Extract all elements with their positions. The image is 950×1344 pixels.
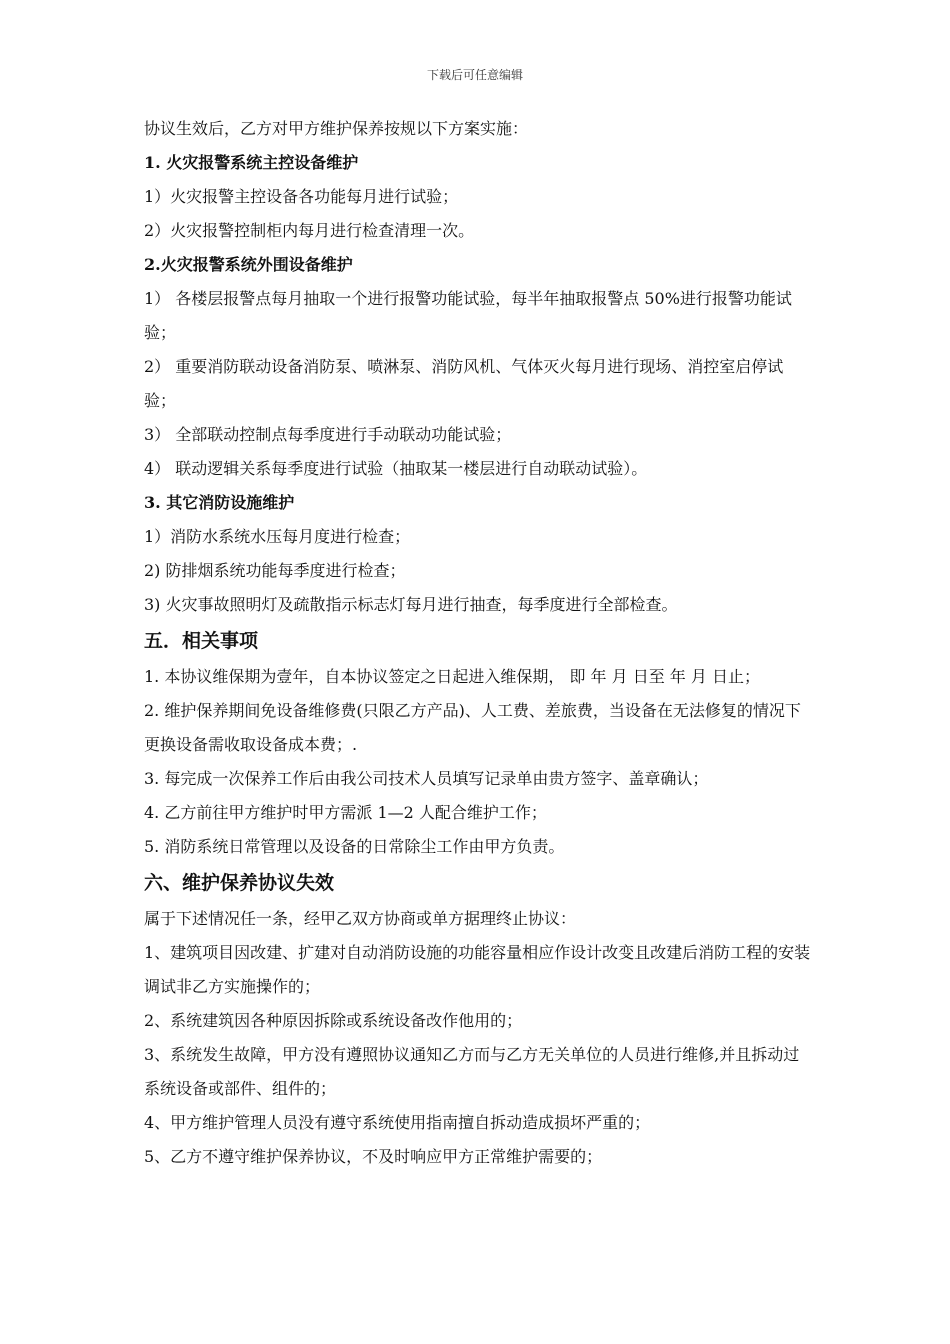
section-title-5: 五．相关事项 [144,630,259,652]
section-title-6: 六、维护保养协议失效 [144,872,335,894]
list-item: 1）消防水系统水压每月度进行检查； [144,527,411,546]
list-item: 5. 消防系统日常管理以及设备的日常除尘工作由甲方负责。 [144,837,565,856]
list-item: 4） 联动逻辑关系每季度进行试验（抽取某一楼层进行自动联动试验）。 [144,459,648,478]
list-item: 2）火灾报警控制柜内每月进行检查清理一次。 [144,221,475,240]
list-item: 2） 重要消防联动设备消防泵、喷淋泵、消防风机、气体灭火每月进行现场、消控室启停试验； [144,357,784,410]
list-item: 4. 乙方前往甲方维护时甲方需派 1—2 人配合维护工作； [144,803,547,822]
list-item: 2. 维护保养期间免设备维修费(只限乙方产品)、人工费、差旅费，当设备在无法修复的情况下更换设备需收取设备成本费；. [144,701,801,754]
list-item: 2、系统建筑因各种原因拆除或系统设备改作他用的； [144,1011,523,1030]
list-item: 3） 全部联动控制点每季度进行手动联动功能试验； [144,425,512,444]
list-item: 1、建筑项目因改建、扩建对自动消防设施的功能容量相应作设计改变且改建后消防工程的安装调试非乙方实施操作的； [144,943,811,996]
page-header-note: 下载后可任意编辑 [426,68,523,82]
document-body [144,112,812,1174]
list-item: 1. 本协议维保期为壹年，自本协议签定之日起进入维保期， 即 年 月 日至 年 月 日止； [144,667,760,686]
list-item: 4、甲方维护管理人员没有遵守系统使用指南擅自拆动造成损坏严重的； [144,1113,651,1132]
subsection-title-2: 2.火灾报警系统外围设备维护 [144,255,353,274]
list-item: 1） 各楼层报警点每月抽取一个进行报警功能试验，每半年抽取报警点 50%进行报警功能试验； [144,289,792,342]
list-item: 1）火灾报警主控设备各功能每月进行试验； [144,187,459,206]
list-item: 3、系统发生故障，甲方没有遵照协议通知乙方而与乙方无关单位的人员进行维修,并且拆动过系统设备或部件、组件的； [144,1045,800,1098]
list-item: 3. 每完成一次保养工作后由我公司技术人员填写记录单由贵方签字、盖章确认； [144,769,709,788]
list-item: 2) 防排烟系统功能每季度进行检查； [144,561,406,580]
list-item: 3) 火灾事故照明灯及疏散指示标志灯每月进行抽查，每季度进行全部检查。 [144,595,678,614]
section-6-intro: 属于下述情况任一条，经甲乙双方协商或单方据理终止协议： [144,909,577,928]
intro-paragraph: 协议生效后，乙方对甲方维护保养按规以下方案实施： [144,119,529,138]
subsection-title-3: 3. 其它消防设施维护 [144,493,295,512]
list-item: 5、乙方不遵守维护保养协议，不及时响应甲方正常维护需要的； [144,1147,603,1166]
subsection-title-1: 1. 火灾报警系统主控设备维护 [144,153,359,172]
